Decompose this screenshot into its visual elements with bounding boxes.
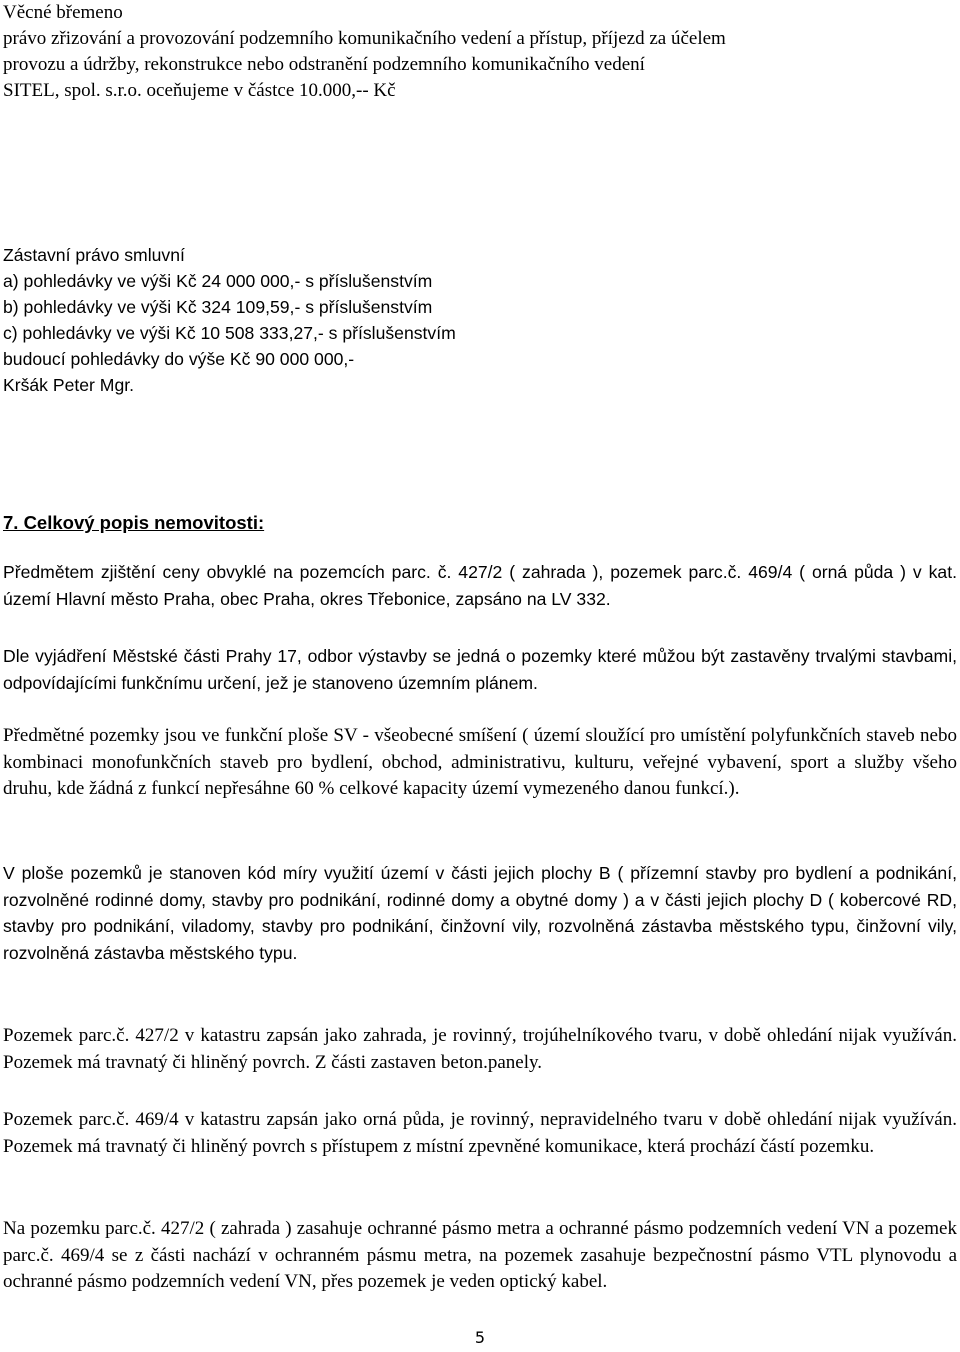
- lien-item: b) pohledávky ve výši Kč 324 109,59,- s příslušenstvím: [3, 297, 433, 317]
- lien-block: [3, 242, 957, 398]
- paragraph: Na pozemku parc.č. 427/2 ( zahrada ) zasahuje ochranné pásmo metra a ochranné pásmo podzemních vedení VN a pozemek parc.č. 469/4 se z části nachází v ochranném pásmu metra, na pozemek zasahuje bezpečnostní pásmo VTL plynovodu a ochranné pásmo podzemních vedení VN, přes pozemek je veden optický kabel.: [3, 1218, 957, 1292]
- lien-item: a) pohledávky ve výši Kč 24 000 000,- s příslušenstvím: [3, 271, 433, 291]
- easement-block: [3, 0, 957, 104]
- paragraph: Předmětné pozemky jsou ve funkční ploše SV - všeobecné smíšení ( území sloužící pro umístění polyfunkčních staveb nebo kombinaci monofunkčních staveb pro bydlení, obchod, administrativu, kulturu, veřejné vybavení, sport a služby všeho druhu, kde žádná z funkcí nepřesáhne 60 % celkové kapacity území vymezeného danou funkcí.).: [3, 725, 957, 799]
- easement-line: provozu a údržby, rekonstrukce nebo odstranění podzemního komunikačního vedení: [3, 54, 645, 75]
- easement-line: SITEL, spol. s.r.o. oceňujeme v částce 10.000,-- Kč: [3, 80, 396, 101]
- paragraph: Předmětem zjištění ceny obvyklé na pozemcích parc. č. 427/2 ( zahrada ), pozemek parc.č. 469/4 ( orná půda ) v kat. území Hlavní město Praha, obec Praha, okres Třebonice, zapsáno na LV 332.: [3, 562, 957, 609]
- lien-item: budoucí pohledávky do výše Kč 90 000 000,-: [3, 349, 355, 369]
- easement-title: Věcné břemeno: [3, 2, 123, 23]
- lien-item: Kršák Peter Mgr.: [3, 375, 135, 395]
- section-heading: 7. Celkový popis nemovitosti:: [3, 512, 265, 533]
- page-number: 5: [474, 1328, 486, 1347]
- lien-item: c) pohledávky ve výši Kč 10 508 333,27,- s příslušenstvím: [3, 323, 456, 343]
- easement-line: právo zřizování a provozování podzemního komunikačního vedení a přístup, příjezd za účelem: [3, 28, 726, 49]
- paragraph: Pozemek parc.č. 469/4 v katastru zapsán jako orná půda, je rovinný, nepravidelného tvaru v době ohledání nijak využíván. Pozemek má travnatý či hliněný povrch s přístupem z místní zpevněné komunikace, která prochází částí pozemku.: [3, 1109, 957, 1157]
- paragraph: V ploše pozemků je stanoven kód míry využití území v části jejich plochy B ( přízemní stavby pro bydlení a podnikání, rozvolněné rodinné domy, stavby pro podnikání, rodinné domy a obytné domy ) a v části jejich plochy D ( kobercové RD, stavby pro podnikání, viladomy, stavby pro podnikání, činžovní vily, rozvolněná zástavba městského typu, činžovní vily, rozvolněná zástavba městského typu.: [3, 863, 957, 963]
- paragraph: Pozemek parc.č. 427/2 v katastru zapsán jako zahrada, je rovinný, trojúhelníkového tvaru, v době ohledání nijak využíván. Pozemek má travnatý či hliněný povrch. Z části zastaven beton.panely.: [3, 1025, 957, 1073]
- lien-title: Zástavní právo smluvní: [3, 245, 185, 265]
- paragraph: Dle vyjádření Městské části Prahy 17, odbor výstavby se jedná o pozemky které můžou být zastavěny trvalými stavbami, odpovídajícími funkčnímu určení, jež je stanoveno územním plánem.: [3, 646, 957, 693]
